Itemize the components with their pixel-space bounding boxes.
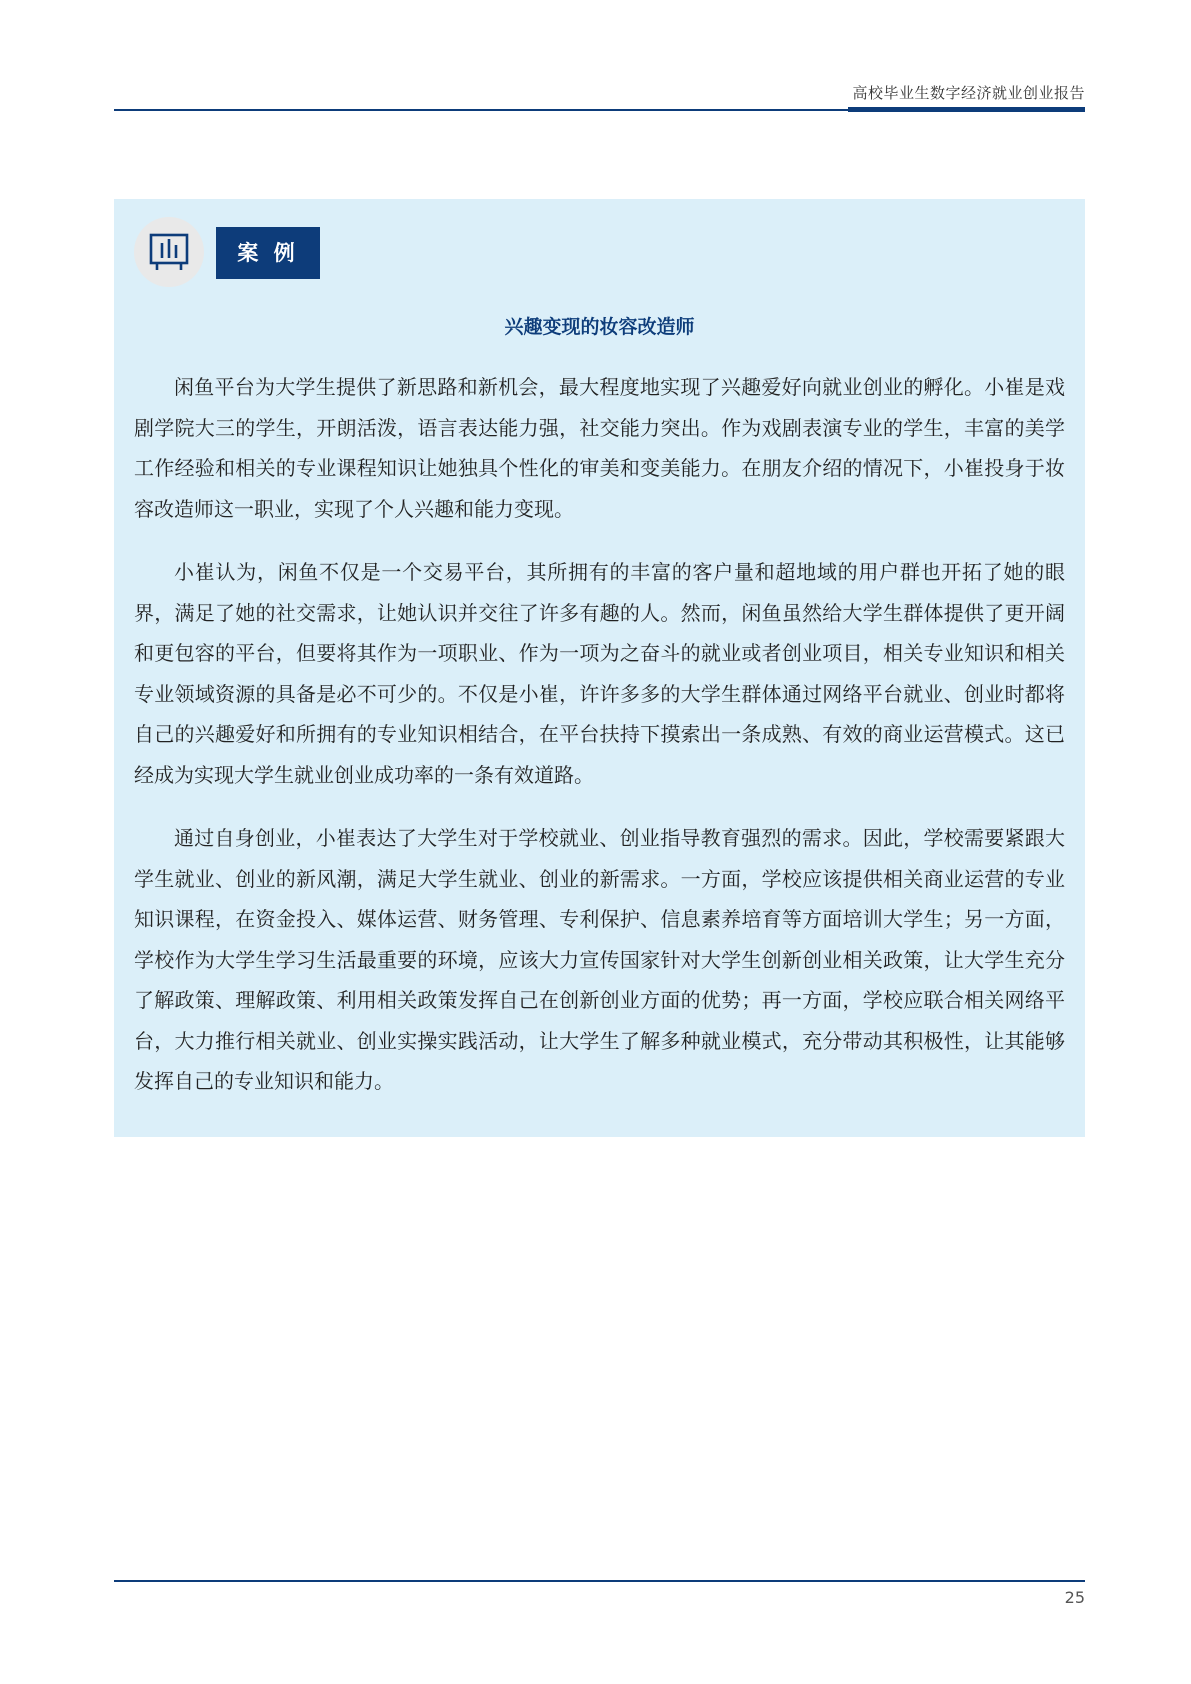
header-rule-accent xyxy=(848,107,1085,112)
case-box xyxy=(114,199,1085,1137)
case-label: 案 例 xyxy=(216,227,320,279)
case-paragraph: 小崔认为，闲鱼不仅是一个交易平台，其所拥有的丰富的客户量和超地域的用户群也开拓了她的眼界，满足了她的社交需求，让她认识并交往了许多有趣的人。然而，闲鱼虽然给大学生群体提供了更开阔和更包容的平台，但要将其作为一项职业、作为一项为之奋斗的就业或者创业项目，相关专业知识和相关专业领域资源的具备是必不可少的。不仅是小崔，许许多多的大学生群体通过网络平台就业、创业时都将自己的兴趣爱好和所拥有的专业知识相结合，在平台扶持下摸索出一条成熟、有效的商业运营模式。这已经成为实现大学生就业创业成功率的一条有效道路。 xyxy=(134,560,1065,787)
presentation-chart-icon xyxy=(147,230,191,274)
case-title: 兴趣变现的妆容改造师 xyxy=(504,316,695,338)
case-body xyxy=(134,367,1065,1125)
case-icon-badge xyxy=(134,217,204,287)
case-paragraph: 通过自身创业，小崔表达了大学生对于学校就业、创业指导教育强烈的需求。因此，学校需要紧跟大学生就业、创业的新风潮，满足大学生就业、创业的新需求。一方面，学校应该提供相关商业运营的专业知识课程，在资金投入、媒体运营、财务管理、专利保护、信息素养培育等方面培训大学生；另一方面，学校作为大学生学习生活最重要的环境，应该大力宣传国家针对大学生创新创业相关政策，让大学生充分了解政策、理解政策、利用相关政策发挥自己在创新创业方面的优势；再一方面，学校应联合相关网络平台，大力推行相关就业、创业实操实践活动，让大学生了解多种就业模式，充分带动其积极性，让其能够发挥自己的专业知识和能力。 xyxy=(134,826,1065,1093)
footer-rule xyxy=(114,1580,1085,1582)
page-number: 25 xyxy=(1064,1588,1085,1607)
case-paragraph: 闲鱼平台为大学生提供了新思路和新机会，最大程度地实现了兴趣爱好向就业创业的孵化。小崔是戏剧学院大三的学生，开朗活泼，语言表达能力强，社交能力突出。作为戏剧表演专业的学生，丰富的美学工作经验和相关的专业课程知识让她独具个性化的审美和变美能力。在朋友介绍的情况下，小崔投身于妆容改造师这一职业，实现了个人兴趣和能力变现。 xyxy=(134,375,1065,521)
report-title: 高校毕业生数字经济就业创业报告 xyxy=(852,84,1085,102)
